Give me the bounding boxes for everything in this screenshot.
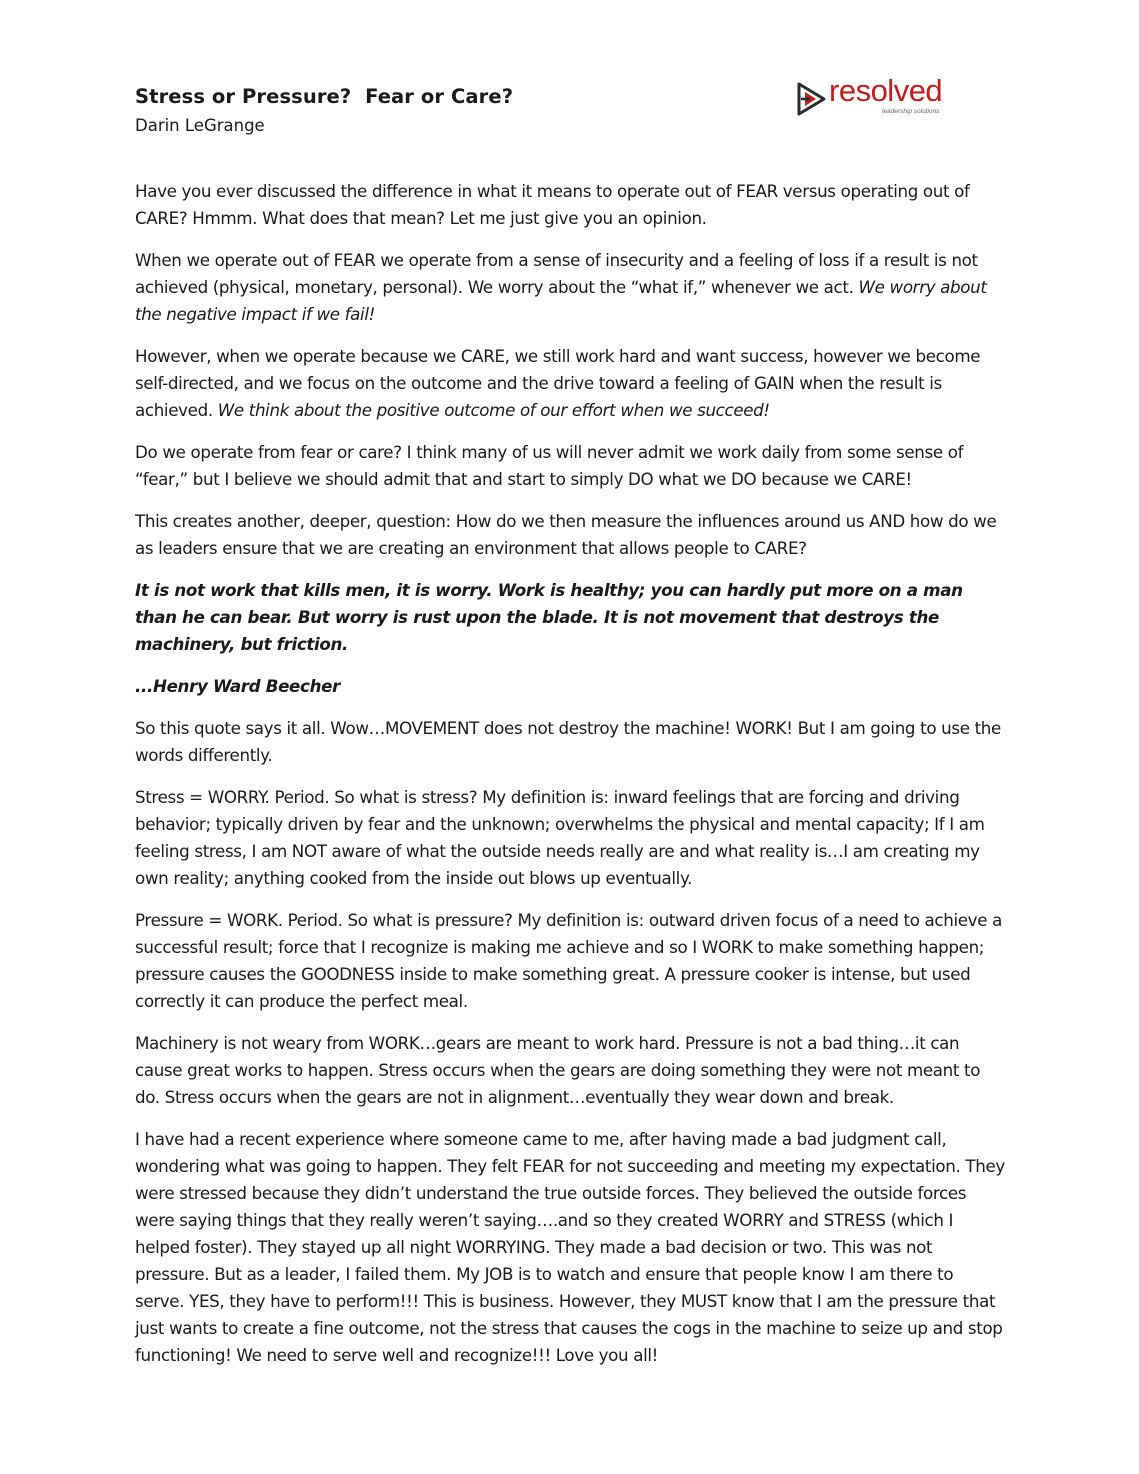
company-logo: [796, 73, 966, 120]
paragraph: [135, 247, 1007, 328]
block-quote: It is not work that kills men, it is worry. Work is healthy; you can hardly put more on a man than he can bear. But worry is rust upon the blade. It is not movement that destroys the machinery, but friction.: [135, 580, 963, 654]
document-title: Stress or Pressure? Fear or Care?: [135, 85, 514, 108]
paragraph: [135, 343, 1007, 424]
paragraph: So this quote says it all. Wow…MOVEMENT does not destroy the machine! WORK! But I am going to use the words differently.: [135, 718, 1001, 765]
logo-tagline: leadership solutions: [882, 108, 940, 115]
document-body: [135, 178, 1007, 1384]
paragraph-emphasis: We worry about the negative impact if we fail!: [135, 277, 987, 324]
paragraph: This creates another, deeper, question: How do we then measure the influences around us AND how do we as leaders ensure that we are creating an environment that allows people to CARE?: [135, 511, 997, 558]
logo-wordmark: resolved: [829, 73, 943, 108]
paragraph: Do we operate from fear or care? I think many of us will never admit we work daily from some sense of “fear,” but I believe we should admit that and start to simply DO what we DO because we CARE!: [135, 442, 964, 489]
paragraph-emphasis: We think about the positive outcome of our effort when we succeed!: [217, 400, 770, 420]
paragraph: Stress = WORRY. Period. So what is stress? My definition is: inward feelings that are forcing and driving behavior; typically driven by fear and the unknown; overwhelms the physical and mental capacity; If I am feeling stress, I am NOT aware of what the outside needs really are and what reality is…I am creating my own reality; anything cooked from the inside out blows up eventually.: [135, 787, 985, 888]
paragraph: Pressure = WORK. Period. So what is pressure? My definition is: outward driven focus of a need to achieve a successful result; force that I recognize is making me achieve and so I WORK to make something happen; pressure causes the GOODNESS inside to make something great. A pressure cooker is intense, but used correctly it can produce the perfect meal.: [135, 910, 1002, 1011]
author-name: Darin LeGrange: [135, 116, 265, 135]
quote-attribution: ...Henry Ward Beecher: [135, 676, 340, 696]
paragraph-text: However, when we operate because we CARE, we still work hard and want success, however we become self-directed, and we focus on the outcome and the drive toward a feeling of GAIN when the result is achieved.: [135, 346, 981, 420]
paragraph: I have had a recent experience where someone came to me, after having made a bad judgment call, wondering what was going to happen. They felt FEAR for not succeeding and meeting my expectation. They were stressed because they didn’t understand the true outside forces. They believed the outside forces were saying things that they really weren’t saying….and so they created WORRY and STRESS (which I helped foster). They stayed up all night WORRYING. They made a bad decision or two. This was not pressure. But as a leader, I failed them. My JOB is to watch and ensure that people know I am there to serve. YES, they have to perform!!! This is business. However, they MUST know that I am the pressure that just wants to create a fine outcome, not the stress that causes the cogs in the machine to seize up and stop functioning! We need to serve well and recognize!!! Love you all!: [135, 1129, 1005, 1365]
paragraph: Machinery is not weary from WORK…gears are meant to work hard. Pressure is not a bad thing…it can cause great works to happen. Stress occurs when the gears are doing something they were not meant to do. Stress occurs when the gears are not in alignment…eventually they wear down and break.: [135, 1033, 981, 1107]
logo-arrow-icon: [796, 82, 826, 116]
paragraph-text: When we operate out of FEAR we operate from a sense of insecurity and a feeling of loss if a result is not achieved (physical, monetary, personal). We worry about the “what if,” whenever we act.: [135, 250, 978, 297]
paragraph: Have you ever discussed the difference in what it means to operate out of FEAR versus operating out of CARE? Hmmm. What does that mean? Let me just give you an opinion.: [135, 181, 970, 228]
